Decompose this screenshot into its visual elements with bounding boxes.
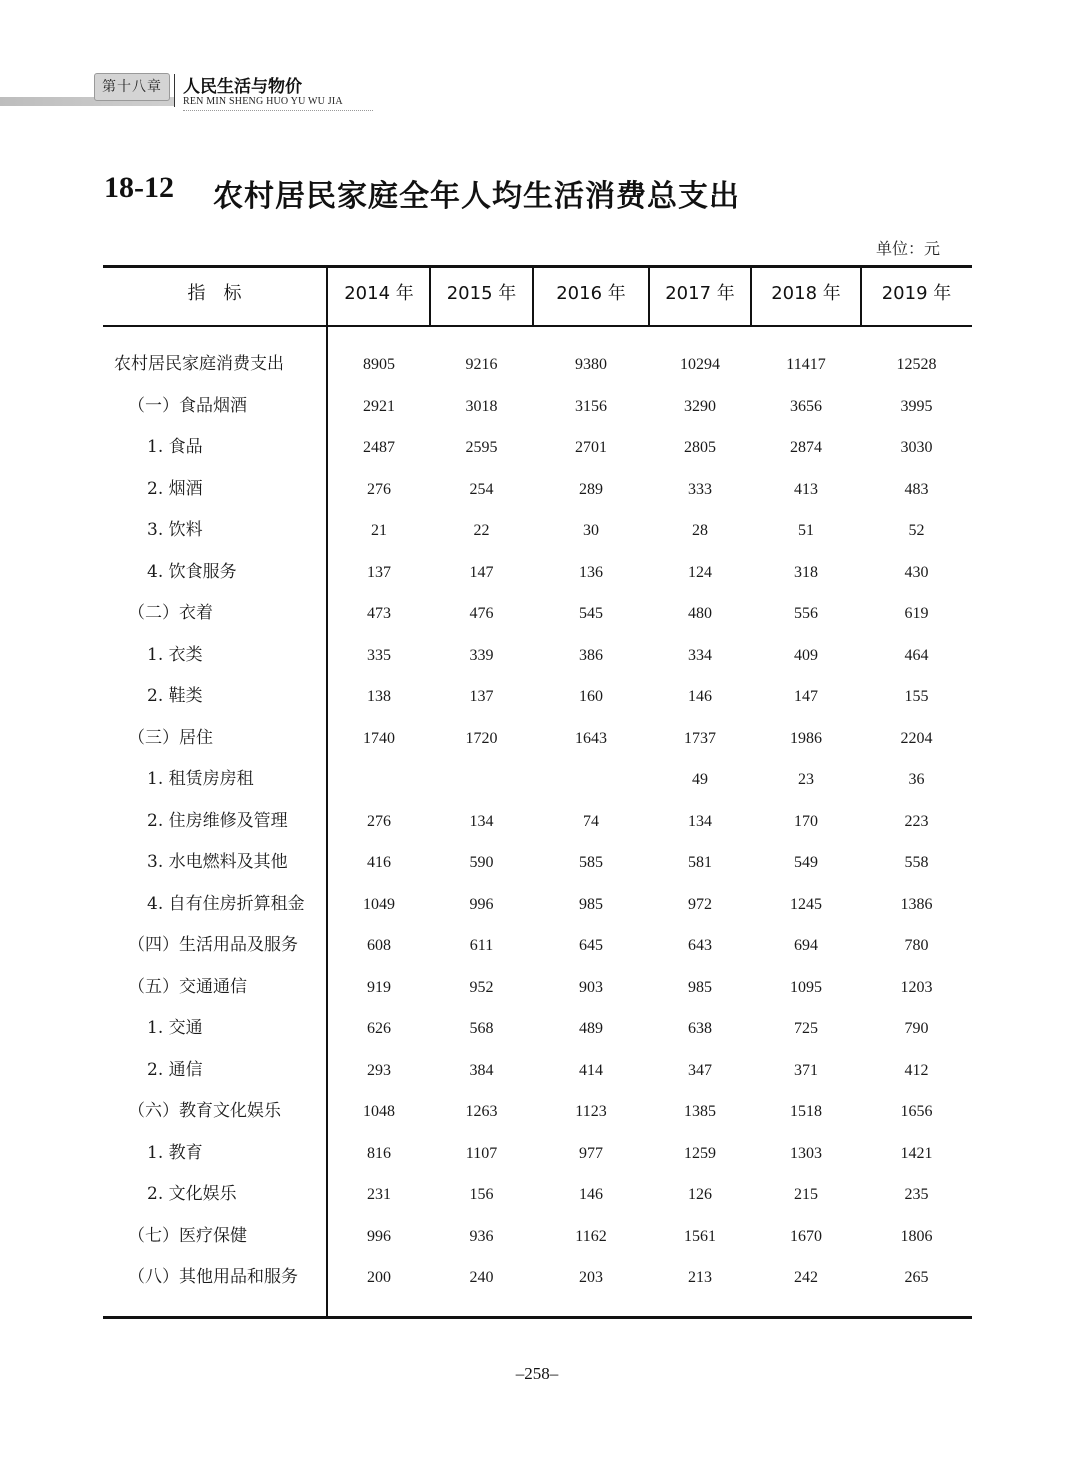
row-label: 1. 交通	[147, 1018, 203, 1038]
table-row	[103, 1091, 972, 1132]
value-cell: 1049	[363, 895, 395, 913]
value-cell: 643	[688, 937, 712, 954]
value-cell: 138	[367, 688, 391, 705]
year-header: 2018 年	[771, 283, 841, 304]
value-cell: 170	[794, 812, 818, 830]
table-row	[103, 718, 972, 759]
value-cell: 384	[469, 1061, 494, 1079]
value-cell: 2805	[684, 439, 716, 456]
row-label: 2. 鞋类	[147, 686, 203, 706]
value-cell: 235	[904, 1186, 929, 1203]
table-row	[103, 1008, 972, 1049]
value-cell: 985	[579, 895, 603, 913]
value-cell: 3290	[684, 397, 716, 415]
value-cell: 1123	[575, 1103, 607, 1120]
value-cell: 335	[367, 646, 391, 664]
value-cell: 1107	[465, 1144, 498, 1162]
row-label: （三）居住	[128, 727, 213, 748]
value-cell: 430	[904, 563, 929, 581]
value-cell: 30	[583, 522, 599, 539]
value-cell: 585	[579, 854, 603, 871]
table-header-row	[103, 268, 972, 327]
year-header: 2015 年	[446, 283, 517, 304]
value-cell: 1656	[900, 1103, 933, 1120]
value-cell: 134	[469, 812, 494, 830]
value-cell: 409	[794, 646, 818, 664]
value-cell: 134	[688, 812, 712, 830]
year-header: 2019 年	[881, 283, 952, 304]
year-header: 2016 年	[556, 283, 626, 304]
value-cell: 11417	[786, 356, 826, 373]
table-row	[103, 469, 972, 510]
value-cell: 137	[367, 563, 391, 581]
table-row	[103, 593, 972, 634]
value-cell: 545	[579, 605, 603, 622]
value-cell: 2921	[363, 397, 395, 415]
value-cell: 3018	[465, 397, 498, 415]
value-cell: 146	[579, 1186, 603, 1203]
value-cell: 146	[688, 688, 712, 705]
value-cell: 276	[367, 812, 391, 830]
row-label: 2. 住房维修及管理	[147, 810, 288, 831]
table-row	[103, 676, 972, 717]
value-cell: 590	[469, 854, 494, 871]
value-cell: 626	[367, 1020, 391, 1037]
row-label: （五）交通通信	[128, 976, 247, 997]
value-cell: 480	[688, 605, 712, 622]
value-cell: 339	[469, 646, 494, 664]
value-cell: 126	[688, 1186, 712, 1203]
value-cell: 413	[794, 480, 818, 498]
chapter-title: 人民生活与物价	[183, 77, 302, 97]
value-cell: 2487	[363, 439, 395, 456]
table-row	[103, 635, 972, 676]
value-cell: 386	[579, 646, 603, 664]
value-cell: 147	[469, 563, 494, 581]
row-label: （八）其他用品和服务	[128, 1267, 298, 1287]
value-cell: 215	[794, 1186, 818, 1203]
value-cell: 1643	[575, 729, 607, 747]
value-cell: 2701	[575, 439, 607, 456]
value-cell: 371	[794, 1061, 818, 1079]
table-row	[103, 386, 972, 427]
value-cell: 1986	[790, 729, 822, 747]
value-cell: 2204	[900, 729, 933, 747]
value-cell: 1303	[790, 1144, 822, 1162]
row-label: 4. 饮食服务	[147, 561, 237, 582]
value-cell: 1737	[684, 729, 716, 747]
table-row	[103, 1050, 972, 1091]
value-cell: 3995	[900, 397, 933, 415]
row-label: （四）生活用品及服务	[128, 935, 298, 955]
table-row	[103, 884, 972, 925]
row-label: 农村居民家庭消费支出	[114, 354, 284, 374]
value-cell: 3030	[900, 439, 933, 456]
row-label: 3. 水电燃料及其他	[147, 852, 288, 872]
value-cell: 242	[794, 1269, 818, 1286]
value-cell: 36	[908, 771, 925, 788]
value-cell: 790	[904, 1020, 929, 1037]
table-row	[103, 552, 972, 593]
value-cell: 608	[367, 937, 391, 954]
table-row	[103, 1133, 972, 1174]
value-cell: 1518	[790, 1103, 822, 1120]
value-cell: 473	[367, 605, 391, 622]
value-cell: 203	[579, 1269, 603, 1286]
row-label: 2. 通信	[147, 1059, 203, 1080]
table-row	[103, 1174, 972, 1215]
value-cell: 985	[688, 978, 712, 996]
value-cell: 333	[688, 480, 712, 498]
value-cell: 200	[367, 1269, 391, 1286]
value-cell: 10294	[680, 356, 720, 373]
value-cell: 1095	[790, 978, 822, 996]
value-cell: 3656	[790, 397, 822, 415]
value-cell: 581	[688, 854, 712, 871]
row-label: （二）衣着	[128, 603, 213, 623]
value-cell: 903	[579, 978, 603, 996]
table-row	[103, 842, 972, 883]
row-label: （一）食品烟酒	[128, 395, 247, 416]
value-cell: 28	[692, 522, 708, 539]
chapter-badge: 第十八章	[94, 73, 170, 101]
value-cell: 49	[692, 771, 708, 788]
value-cell: 137	[469, 688, 494, 705]
value-cell: 124	[688, 563, 712, 581]
row-label: 1. 衣类	[147, 644, 203, 665]
value-cell: 1386	[900, 895, 933, 913]
value-cell: 1740	[363, 729, 395, 747]
table-row	[103, 759, 972, 800]
value-cell: 155	[904, 688, 929, 705]
value-cell: 977	[579, 1144, 603, 1162]
value-cell: 556	[794, 605, 818, 622]
value-cell: 9216	[465, 356, 498, 373]
value-cell: 816	[367, 1144, 391, 1162]
value-cell: 347	[688, 1061, 712, 1079]
value-cell: 725	[794, 1020, 818, 1037]
value-cell: 638	[688, 1020, 712, 1037]
value-cell: 972	[688, 895, 712, 913]
chapter-subtitle: REN MIN SHENG HUO YU WU JIA	[183, 96, 343, 107]
value-cell: 1720	[465, 729, 498, 747]
value-cell: 1162	[575, 1227, 607, 1245]
value-cell: 780	[904, 937, 929, 954]
value-cell: 694	[794, 937, 818, 954]
value-cell: 558	[904, 854, 929, 871]
table-number: 18-12	[104, 171, 174, 204]
row-label: 2. 烟酒	[147, 478, 203, 499]
table-row	[103, 427, 972, 468]
value-cell: 3156	[575, 397, 607, 415]
value-cell: 8905	[363, 356, 395, 373]
header-rule	[183, 110, 373, 112]
value-cell: 276	[367, 480, 391, 498]
value-cell: 334	[688, 646, 712, 664]
value-cell: 1806	[900, 1227, 933, 1245]
value-cell: 1421	[900, 1144, 933, 1162]
value-cell: 318	[794, 563, 818, 581]
row-label: 1. 教育	[147, 1142, 203, 1163]
value-cell: 645	[579, 937, 603, 954]
value-cell: 1263	[465, 1103, 498, 1120]
unit-label: 单位：元	[875, 239, 940, 258]
year-header: 2017 年	[665, 283, 735, 304]
header-divider	[174, 74, 175, 107]
value-cell: 2874	[790, 439, 822, 456]
row-label: 3. 饮料	[147, 520, 203, 540]
value-cell: 265	[904, 1269, 929, 1286]
value-cell: 996	[367, 1227, 391, 1245]
value-cell: 1385	[684, 1103, 716, 1120]
value-cell: 464	[904, 646, 929, 664]
value-cell: 1561	[684, 1227, 716, 1245]
value-cell: 952	[469, 978, 494, 996]
value-cell: 9380	[575, 356, 607, 373]
value-cell: 51	[798, 522, 814, 539]
table-row	[103, 1216, 972, 1257]
value-cell: 293	[367, 1061, 391, 1079]
value-cell: 22	[473, 522, 490, 539]
row-label: （六）教育文化娱乐	[128, 1101, 281, 1121]
indicator-header: 指 标	[187, 283, 242, 304]
value-cell: 23	[798, 771, 814, 788]
value-cell: 611	[469, 937, 494, 954]
value-cell: 919	[367, 978, 391, 996]
value-cell	[328, 759, 430, 800]
value-cell: 996	[469, 895, 494, 913]
table-row	[103, 967, 972, 1008]
table-row	[103, 510, 972, 551]
page-number: –258–	[515, 1364, 559, 1383]
value-cell	[533, 759, 649, 800]
value-cell: 12528	[896, 356, 937, 373]
value-cell: 1048	[363, 1103, 395, 1120]
value-cell: 74	[583, 812, 599, 830]
value-cell: 483	[904, 480, 929, 498]
value-cell: 136	[579, 563, 603, 581]
row-label: 1. 租赁房房租	[147, 769, 254, 789]
data-table	[103, 265, 972, 1319]
value-cell: 21	[371, 522, 387, 539]
value-cell: 223	[904, 812, 929, 830]
value-cell: 412	[904, 1061, 929, 1079]
value-cell: 254	[469, 480, 494, 498]
value-cell	[430, 759, 533, 800]
value-cell: 568	[469, 1020, 494, 1037]
value-cell: 289	[579, 480, 603, 498]
table-row	[103, 344, 972, 385]
value-cell: 147	[794, 688, 818, 705]
value-cell: 1670	[790, 1227, 822, 1245]
table-row	[103, 1257, 972, 1298]
row-label: （七）医疗保健	[128, 1225, 247, 1246]
value-cell: 2595	[465, 439, 498, 456]
row-label: 2. 文化娱乐	[147, 1184, 237, 1204]
value-cell: 416	[367, 854, 391, 871]
value-cell: 156	[469, 1186, 494, 1203]
value-cell: 1245	[790, 895, 822, 913]
table-title: 农村居民家庭全年人均生活消费总支出	[213, 179, 740, 214]
value-cell: 414	[579, 1061, 603, 1079]
row-label: 1. 食品	[147, 437, 203, 457]
value-cell: 52	[908, 522, 925, 539]
row-label: 4. 自有住房折算租金	[147, 893, 305, 914]
value-cell: 231	[367, 1186, 391, 1203]
value-cell: 476	[469, 605, 494, 622]
year-header: 2014 年	[344, 283, 414, 304]
table-row	[103, 801, 972, 842]
value-cell: 240	[469, 1269, 494, 1286]
table-row	[103, 925, 972, 966]
value-cell: 489	[579, 1020, 603, 1037]
value-cell: 213	[688, 1269, 712, 1286]
value-cell: 936	[469, 1227, 494, 1245]
value-cell: 1259	[684, 1144, 716, 1162]
value-cell: 160	[579, 688, 603, 705]
value-cell: 1203	[900, 978, 933, 996]
value-cell: 619	[904, 605, 929, 622]
value-cell: 549	[794, 854, 818, 871]
